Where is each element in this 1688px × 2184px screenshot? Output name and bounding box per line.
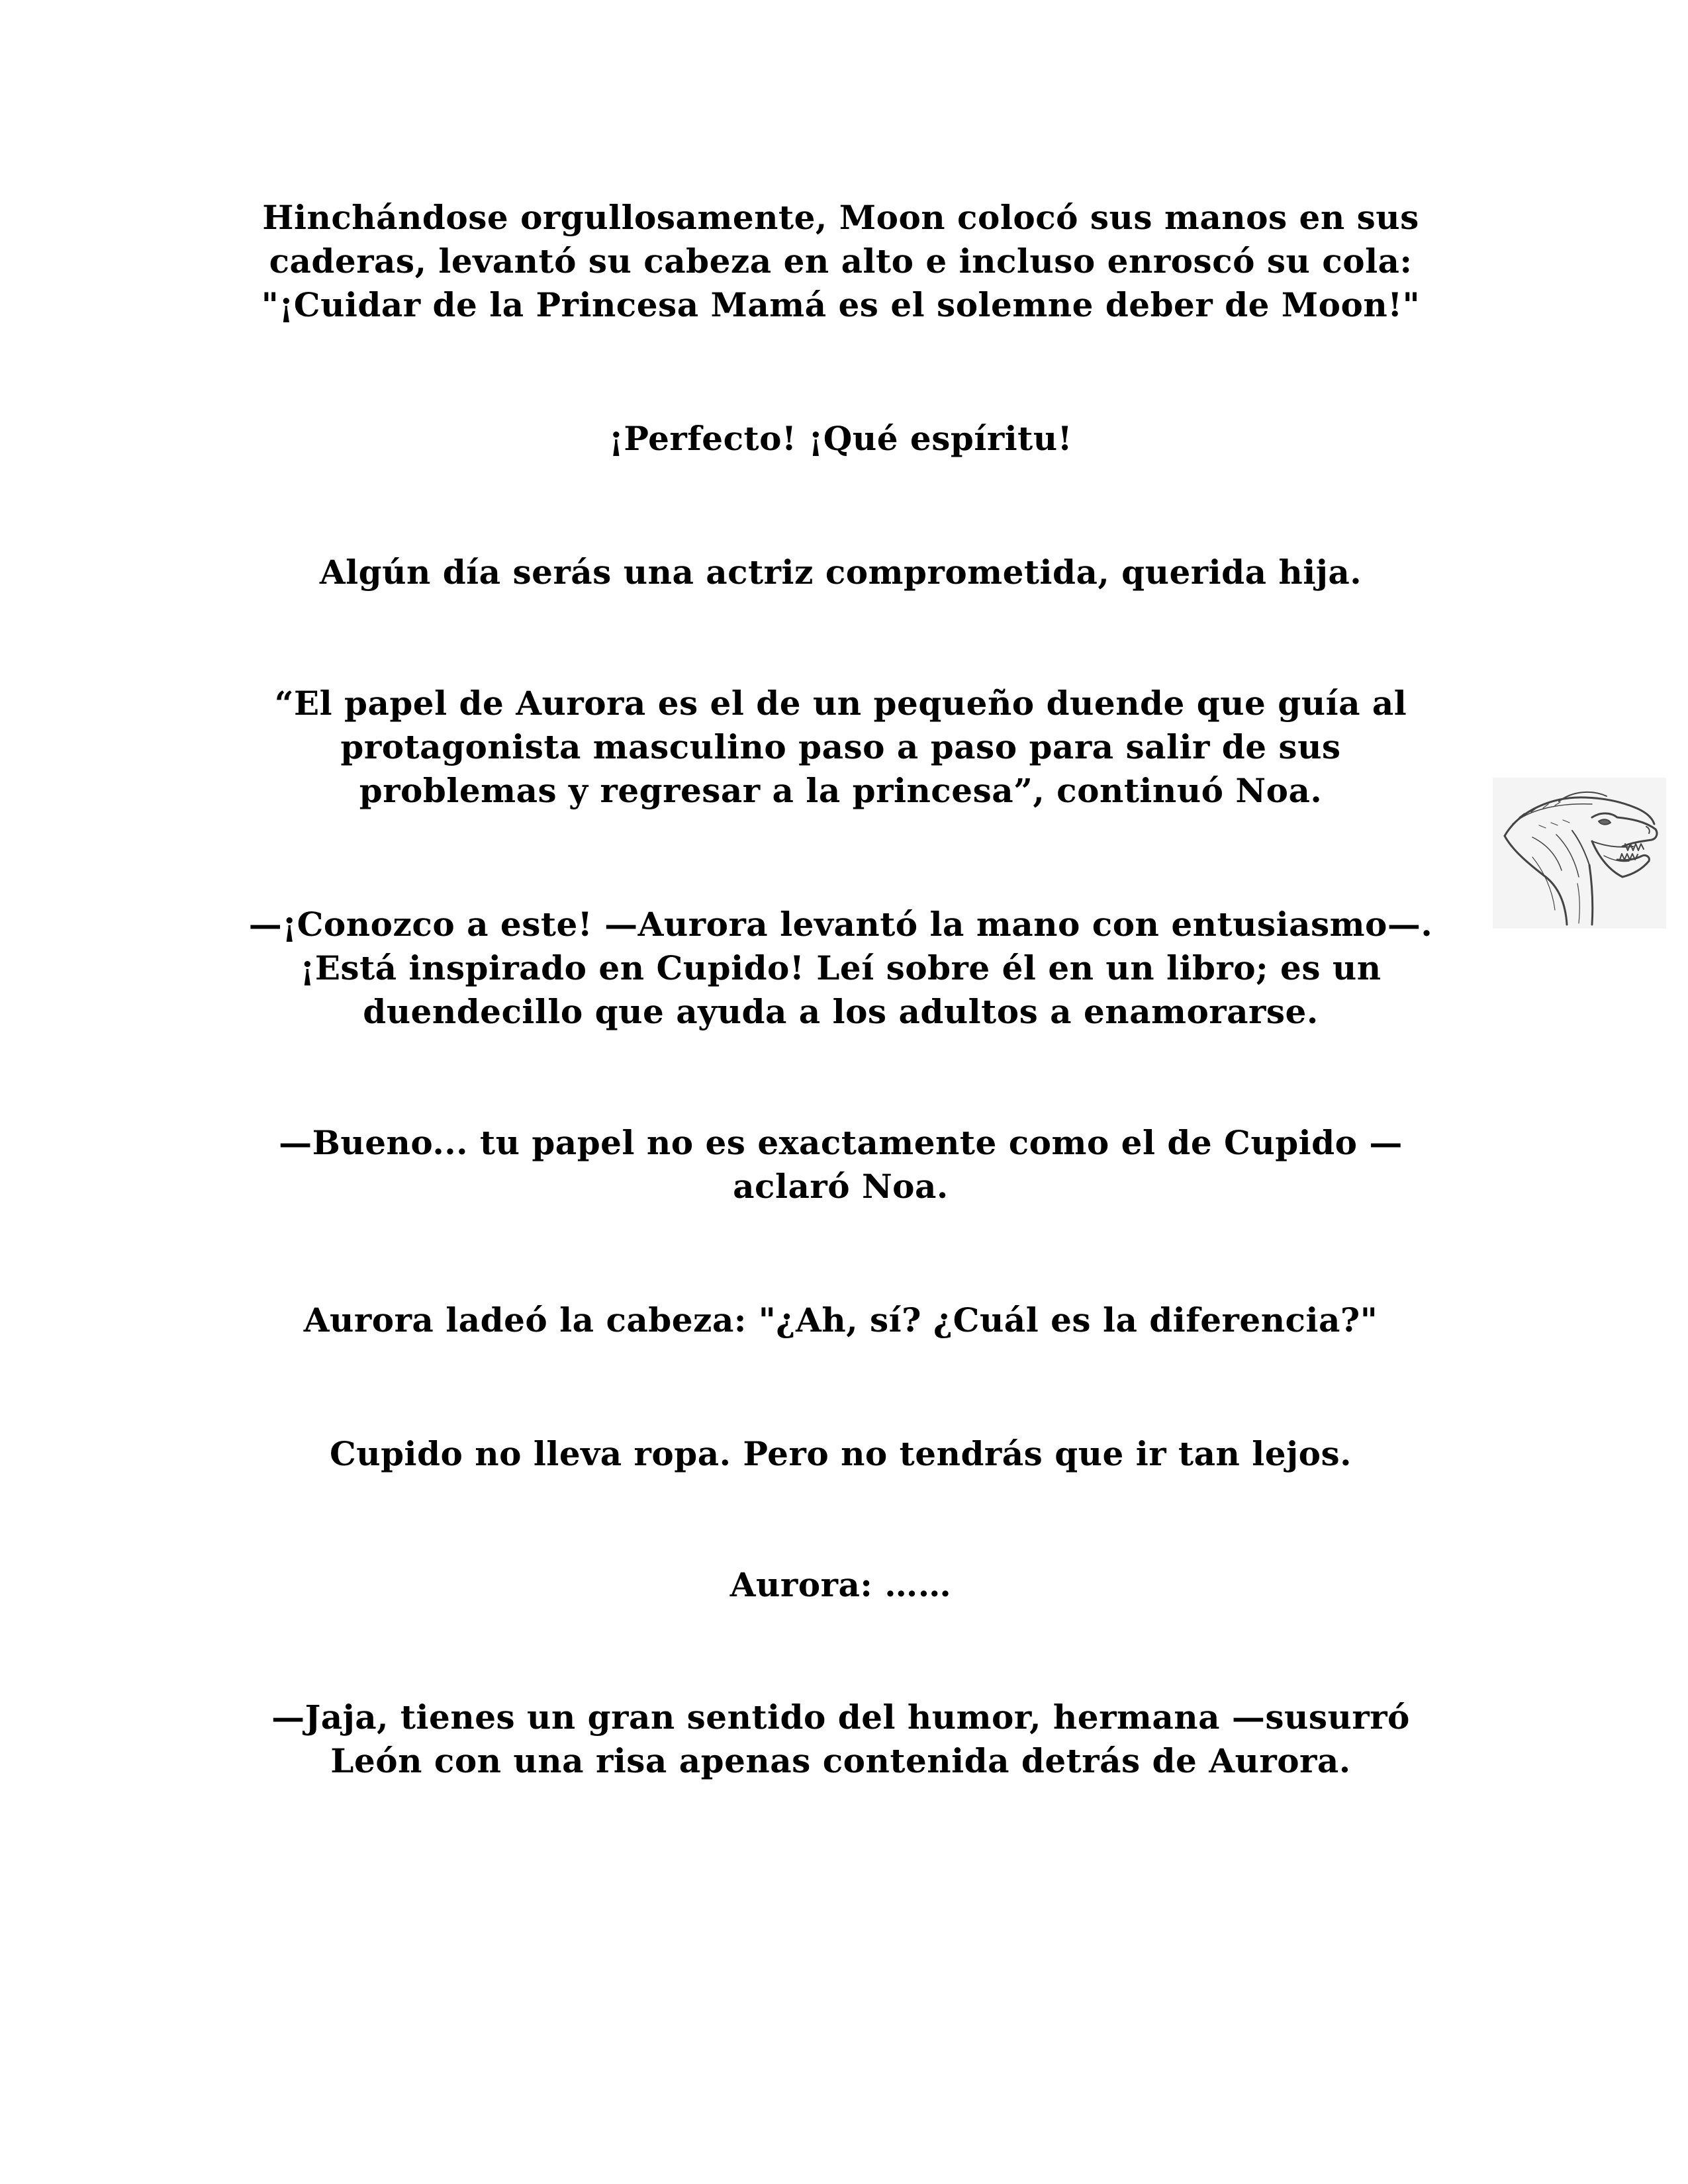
paragraph-9: Aurora: …… bbox=[729, 1565, 952, 1604]
paragraph-1: Hinchándose orgullosamente, Moon colocó sus manos en sus caderas, levantó su cabeza en alto e incluso enroscó su cola: "¡Cuidar de la Princesa Mamá es el solemne deber de Moon!" bbox=[261, 198, 1421, 324]
paragraph-2: ¡Perfecto! ¡Qué espíritu! bbox=[608, 419, 1073, 458]
dinosaur-head-sketch-icon bbox=[1493, 778, 1666, 929]
paragraph-5: —¡Conozco a este! —Aurora levantó la mano con entusiasmo—. ¡Está inspirado en Cupido! Leí sobre él en un libro; es un duendecillo que ayuda a los adultos a enamorarse. bbox=[248, 905, 1433, 1031]
paragraph-10: —Jaja, tienes un gran sentido del humor, hermana —susurró León con una risa apenas contenida detrás de Aurora. bbox=[271, 1698, 1410, 1780]
paragraph-3: Algún día serás una actriz comprometida, querida hija. bbox=[319, 553, 1362, 592]
paragraph-8: Cupido no lleva ropa. Pero no tendrás que ir tan lejos. bbox=[329, 1434, 1352, 1473]
paragraph-4: “El papel de Aurora es el de un pequeño duende que guía al protagonista masculino paso a paso para salir de sus problemas y regresar a la princesa”, continuó Noa. bbox=[274, 684, 1407, 810]
paragraph-6: —Bueno... tu papel no es exactamente como el de Cupido — aclaró Noa. bbox=[279, 1123, 1403, 1206]
paragraph-7: Aurora ladeó la cabeza: "¿Ah, sí? ¿Cuál es la diferencia?" bbox=[303, 1300, 1378, 1340]
